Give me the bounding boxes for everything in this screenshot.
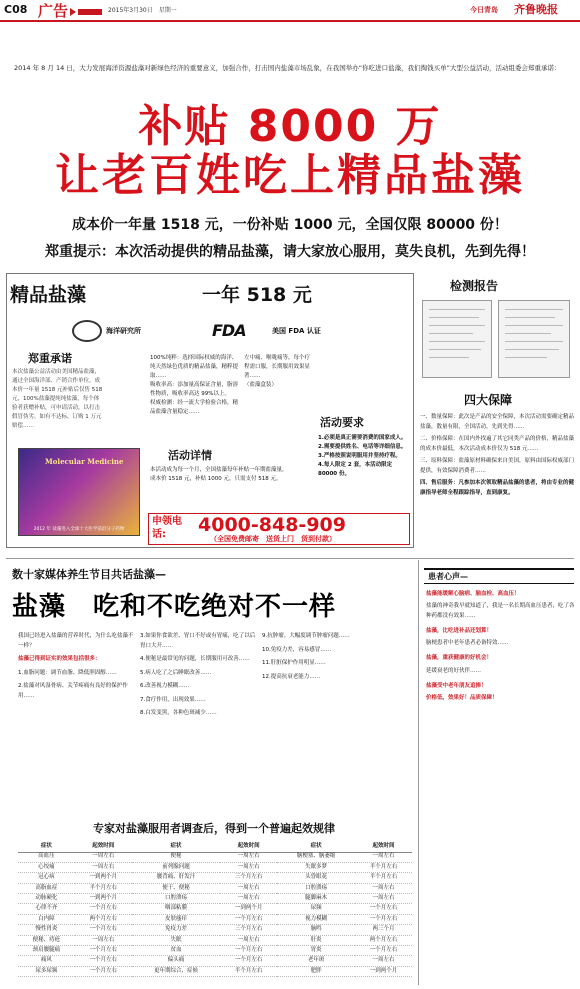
promise-text: 本次盐藻公益活动由美国精品盐藻，通过全国海洋部、产销合作单位，成本价一年量 1518 元补贴后仅售 518 元，100%盐藻提纯纯盐藻，每个体验者获赠补贴，可申请活动，以打击假冒伪劣。如有不达标，订购 1 万元赔偿…… [12, 369, 103, 429]
table-cell: 颈肩腰腿痛 [18, 946, 75, 956]
table-row [18, 956, 412, 966]
intro-paragraph: 2014 年 8 月 14 日，大力发展海洋资源盐藻对新绿色经济的重要意义，加强合作，打击国内盐藻市场乱象，在我国举办“你吃进口盐藻，我们掏钱买单”大型公益活动，活动组委会郑重承诺： [14, 64, 561, 72]
article-paragraph: 2.盐藻对风湿骨病、关节疼痛有良好的保护作用…… [18, 683, 128, 699]
guarantee-list [420, 413, 574, 498]
table-cell: 便秘 [132, 852, 221, 862]
table-cell: 前列腺问题 [132, 862, 221, 872]
table-cell: 一个月左右 [75, 966, 132, 976]
table-header: 症状 [18, 842, 75, 852]
article-paragraph: 6.改善视力模糊…… [140, 683, 190, 689]
product-photo [18, 448, 140, 536]
table-cell: 一周左右 [220, 894, 277, 904]
testimonial-column [426, 590, 576, 704]
table-row [18, 852, 412, 862]
arrow-icon [70, 8, 76, 16]
table-cell: 一个月左右 [220, 914, 277, 924]
table-cell: 痛风 [18, 956, 75, 966]
table-cell: 一个月左右 [75, 956, 132, 966]
table-cell: 一到两个月 [220, 904, 277, 914]
divider [6, 558, 574, 559]
table-cell: 尿多尿频 [18, 966, 75, 976]
table-cell: 一个月左右 [355, 946, 412, 956]
table-row [18, 873, 412, 883]
table-header: 起效时间 [75, 842, 132, 852]
table-cell: 腿脚麻木 [277, 894, 355, 904]
article-paragraph: 7.食疗作用，出现效果…… [140, 696, 206, 703]
divider [418, 560, 419, 985]
table-cell: 肥胖 [277, 966, 355, 976]
table-cell: 三个月左右 [220, 873, 277, 883]
table-cell: 一到两个月 [75, 873, 132, 883]
table-header: 症状 [277, 842, 355, 852]
table-cell: 半个月左右 [355, 862, 412, 872]
fda-logo: FDA [212, 321, 246, 340]
table-cell: 一个月左右 [220, 946, 277, 956]
fda-label: 美国 FDA 认证 [272, 327, 321, 335]
testimonial-subhead: 盐藻，比吃进补品还划算！ [426, 627, 493, 634]
table-cell: 一个月左右 [355, 914, 412, 924]
table-cell: 一到两个月 [355, 966, 412, 976]
table-cell: 老年斑 [277, 956, 355, 966]
photo-title: Molecular Medicine [45, 457, 124, 466]
table-row [18, 862, 412, 872]
table-cell: 头昏眼花 [277, 873, 355, 883]
table-cell: 胃炎 [277, 946, 355, 956]
table-cell: 动脉硬化 [18, 894, 75, 904]
hotline-subtext: （全国免费邮寄 送货上门 货到付款） [210, 535, 336, 543]
edition-name: 今日青岛 [470, 6, 498, 14]
table-cell: 一周左右 [220, 883, 277, 893]
table-cell: 贫血 [132, 946, 221, 956]
table-cell: 更年期综合、症候 [132, 966, 221, 976]
table-header: 起效时间 [220, 842, 277, 852]
article-paragraph: 3.如果你食欲差、胃口不好或有胃痛，吃了以后胃口大开…… [140, 633, 256, 649]
article-paragraph: 12.提高抗衰老能力…… [262, 673, 321, 680]
table-row [18, 894, 412, 904]
article-column [140, 632, 258, 719]
guarantee-item: 四、售后服务：凡参加本次领取精品盐藻的患者，将由专业的健康指导老师全程跟踪指导，直到康复。 [420, 480, 575, 496]
table-cell: 便秘、痔疮 [18, 935, 75, 945]
table-cell: 一周左右 [75, 862, 132, 872]
article-paragraph: 8.白发变黑，各种色斑减少…… [140, 710, 217, 716]
table-row [18, 946, 412, 956]
hotline-number[interactable]: 4000-848-909 [198, 514, 346, 536]
table-cell: 失眠多梦 [277, 862, 355, 872]
table-cell: 腰背痛、肝发汗 [132, 873, 221, 883]
table-cell: 免疫力差 [132, 925, 221, 935]
hotline-label: 申领电话: [152, 516, 182, 540]
table-row [18, 904, 412, 914]
product-name: 精品盐藻 [10, 284, 87, 306]
article-paragraph: 我国已经进入盐藻的营养时代，为什么吃盐藻不一样？ [18, 633, 134, 649]
table-cell: 慢性胃炎 [18, 925, 75, 935]
page-header [0, 0, 580, 22]
table-cell: 一周左右 [220, 852, 277, 862]
issue-date: 2015年3月30日 星期一 [108, 7, 177, 14]
table-cell: 高血压 [18, 852, 75, 862]
table-cell: 口腔溃疡 [132, 894, 221, 904]
table-cell: 高脂血症 [18, 883, 75, 893]
table-cell: 便干、便秘 [132, 883, 221, 893]
table-cell: 一周左右 [75, 852, 132, 862]
table-row [18, 914, 412, 924]
table-cell: 心绞痛 [18, 862, 75, 872]
article-paragraph: 11.肝脏保护作用明显…… [262, 660, 326, 666]
table-cell: 两三个月 [355, 925, 412, 935]
table-cell: 一个月左右 [220, 956, 277, 966]
table-cell: 咽部粘膜 [132, 904, 221, 914]
testimonial-paragraph: 脑梗患者中老年患者必备特效…… [426, 640, 509, 647]
testimonial-title: 患者心声— [428, 572, 468, 581]
table-cell: 一个月左右 [75, 946, 132, 956]
table-cell: 心律不齐 [18, 904, 75, 914]
photo-caption: 2012 年 盐藻进入全球十大医学前沿分子药物 [33, 526, 125, 532]
product-price: 一年 518 元 [202, 284, 312, 306]
institute-logo-icon [72, 320, 102, 342]
table-cell: 脑梗塞、脑萎缩 [277, 852, 355, 862]
table-cell: 一个月左右 [355, 904, 412, 914]
newspaper-logo: 齐鲁晚报 [514, 3, 558, 16]
feature-list: 100%纯粹：选择国际权威的海洋、纯天然绿色优质的精品盐藻，精粹提取…… 吸收率高：添加量高保证含量，脂溶性物质，吸收率高达 99%以上。 权威检测：经一流大学检验合格，精品盐藻含量稳定…… [150, 355, 239, 415]
table-cell: 三个月左右 [220, 925, 277, 935]
notice-line: 郑重提示：本次活动提供的精品盐藻，请大家放心服用，莫失良机，先到先得！ [45, 244, 535, 260]
article-column [18, 632, 136, 701]
table-cell: 口腔溃疡 [277, 883, 355, 893]
table-cell: 一周左右 [75, 935, 132, 945]
section-kicker: 数十家媒体养生节目共话盐藻— [12, 568, 166, 581]
details-text: 本活动成为每一个月，全国盐藻每年补贴一年期盐藻量，成本价 1518 元，补贴 1000 元，只需支付 518 元。 [150, 467, 288, 482]
feature-note: 左中痛、喉咙痛等，每个疗程需口服，长期服用效果显著…… （盐藻盒装） [244, 355, 311, 388]
headline-secondary: 让老百姓吃上精品盐藻 [55, 150, 525, 201]
table-header-row [18, 842, 412, 852]
article-paragraph: 1.血脂问题：调节血脂、降低胆固醇…… [18, 669, 117, 676]
table-row [18, 966, 412, 976]
article-paragraph: 5.病人吃了之后睡眠改善…… [140, 669, 212, 676]
table-title: 专家对盐藻服用者调查后，得到一个普遍起效规律 [93, 822, 335, 835]
table-cell: 失眠 [132, 935, 221, 945]
guarantee-item: 三、原料保障：盐藻原材料确保来自美国，原料由国际权威部门提供，有效保障消费者…… [420, 458, 575, 474]
testimonial-paragraph: 盐藻的神奇我早就知道了，我是一名长期高血压患者，吃了各种药都没有效果…… [426, 603, 575, 619]
article-paragraph: 4.便秘是最常见的问题，长期服用可改善…… [140, 656, 250, 662]
table-cell: 半个月左右 [355, 873, 412, 883]
guarantee-item: 一、数量保障：此次是产品的安全保障，本次活动需要确定精品盐藻，数量有限，全国活动，先到先得…… [420, 414, 575, 430]
table-cell: 一个月左右 [75, 925, 132, 935]
test-report-image [498, 300, 570, 378]
headline-primary: 补贴 8000 万 [138, 101, 442, 152]
table-row [18, 883, 412, 893]
testimonial-header [424, 568, 574, 584]
institute-label: 海洋研究所 [106, 327, 141, 335]
article-paragraph: 10.免疫力差，容易感冒…… [262, 646, 332, 653]
table-cell: 偏头痛 [132, 956, 221, 966]
table-cell: 一周左右 [355, 894, 412, 904]
section-headline: 盐藻 吃和不吃绝对不一样 [12, 592, 337, 622]
table-row [18, 935, 412, 945]
table-cell: 冠心病 [18, 873, 75, 883]
promise-title: 郑重承诺 [28, 352, 72, 365]
requirement-item: 4.每人限定 2 套，本活动限定 80000 份。 [318, 462, 393, 477]
table-cell: 半个月左右 [75, 883, 132, 893]
requirement-item: 3.严格按照说明服用并坚持疗程。 [318, 453, 401, 459]
requirement-item: 2.需要提供姓名、电话等详细信息。 [318, 444, 407, 450]
table-cell: 白内障 [18, 914, 75, 924]
testimonial-subhead: 价格低，效果好！品质保障！ [426, 695, 498, 702]
table-cell: 一周左右 [355, 883, 412, 893]
table-row [18, 925, 412, 935]
testimonial-subhead: 盐藻，重获健康的好机会！ [426, 655, 493, 662]
article-subhead: 盐藻已得到证实的效果包括很多： [18, 656, 101, 662]
testimonial-subhead: 盐藻能缓解心脑病、脑血栓、高血压！ [426, 591, 520, 597]
table-cell: 一周左右 [355, 852, 412, 862]
table-cell: 皮肤瘙痒 [132, 914, 221, 924]
page-number: C08 [4, 3, 28, 16]
details-title: 活动详情 [168, 449, 212, 462]
guarantee-title: 四大保障 [464, 393, 513, 407]
table-cell: 肝炎 [277, 935, 355, 945]
table-cell: 两个月左右 [355, 935, 412, 945]
article-column [262, 632, 380, 682]
table-cell: 脑鸣 [277, 925, 355, 935]
symptom-table [18, 842, 412, 977]
table-cell: 一到两个月 [75, 894, 132, 904]
table-cell: 一周左右 [220, 862, 277, 872]
requirements-title: 活动要求 [320, 416, 364, 429]
table-cell: 视力模糊 [277, 914, 355, 924]
testimonial-paragraph: 延缓衰老的好伙伴…… [426, 667, 482, 674]
test-report-image [422, 300, 492, 378]
table-cell: 两个月左右 [75, 914, 132, 924]
section-bar [78, 9, 102, 15]
table-cell: 一周左右 [220, 935, 277, 945]
table-header: 症状 [132, 842, 221, 852]
requirements-list [318, 434, 410, 479]
table-cell: 半个月左右 [220, 966, 277, 976]
table-cell: 一个月左右 [75, 904, 132, 914]
price-subheadline: 成本价一年量 1518 元，一份补贴 1000 元，全国仅限 80000 份！ [72, 217, 508, 233]
requirement-item: 1.必须是真正需要消费的国家成人。 [318, 435, 407, 441]
testimonial-subhead: 盐藻受中老年朋友追捧！ [426, 683, 487, 690]
table-cell: 一周左右 [355, 956, 412, 966]
guarantee-item: 二、价格保障：在国内外找遍了其它同类产品的价格，精品盐藻的成本价最低，本次活动成本价仅为 518 元…… [420, 436, 575, 452]
table-header: 起效时间 [355, 842, 412, 852]
section-label: 广告 [38, 2, 69, 20]
table-cell: 尿频 [277, 904, 355, 914]
article-paragraph: 9.抗肿瘤。大幅度调节肿瘤问题…… [262, 633, 350, 639]
report-title: 检测报告 [450, 279, 499, 293]
